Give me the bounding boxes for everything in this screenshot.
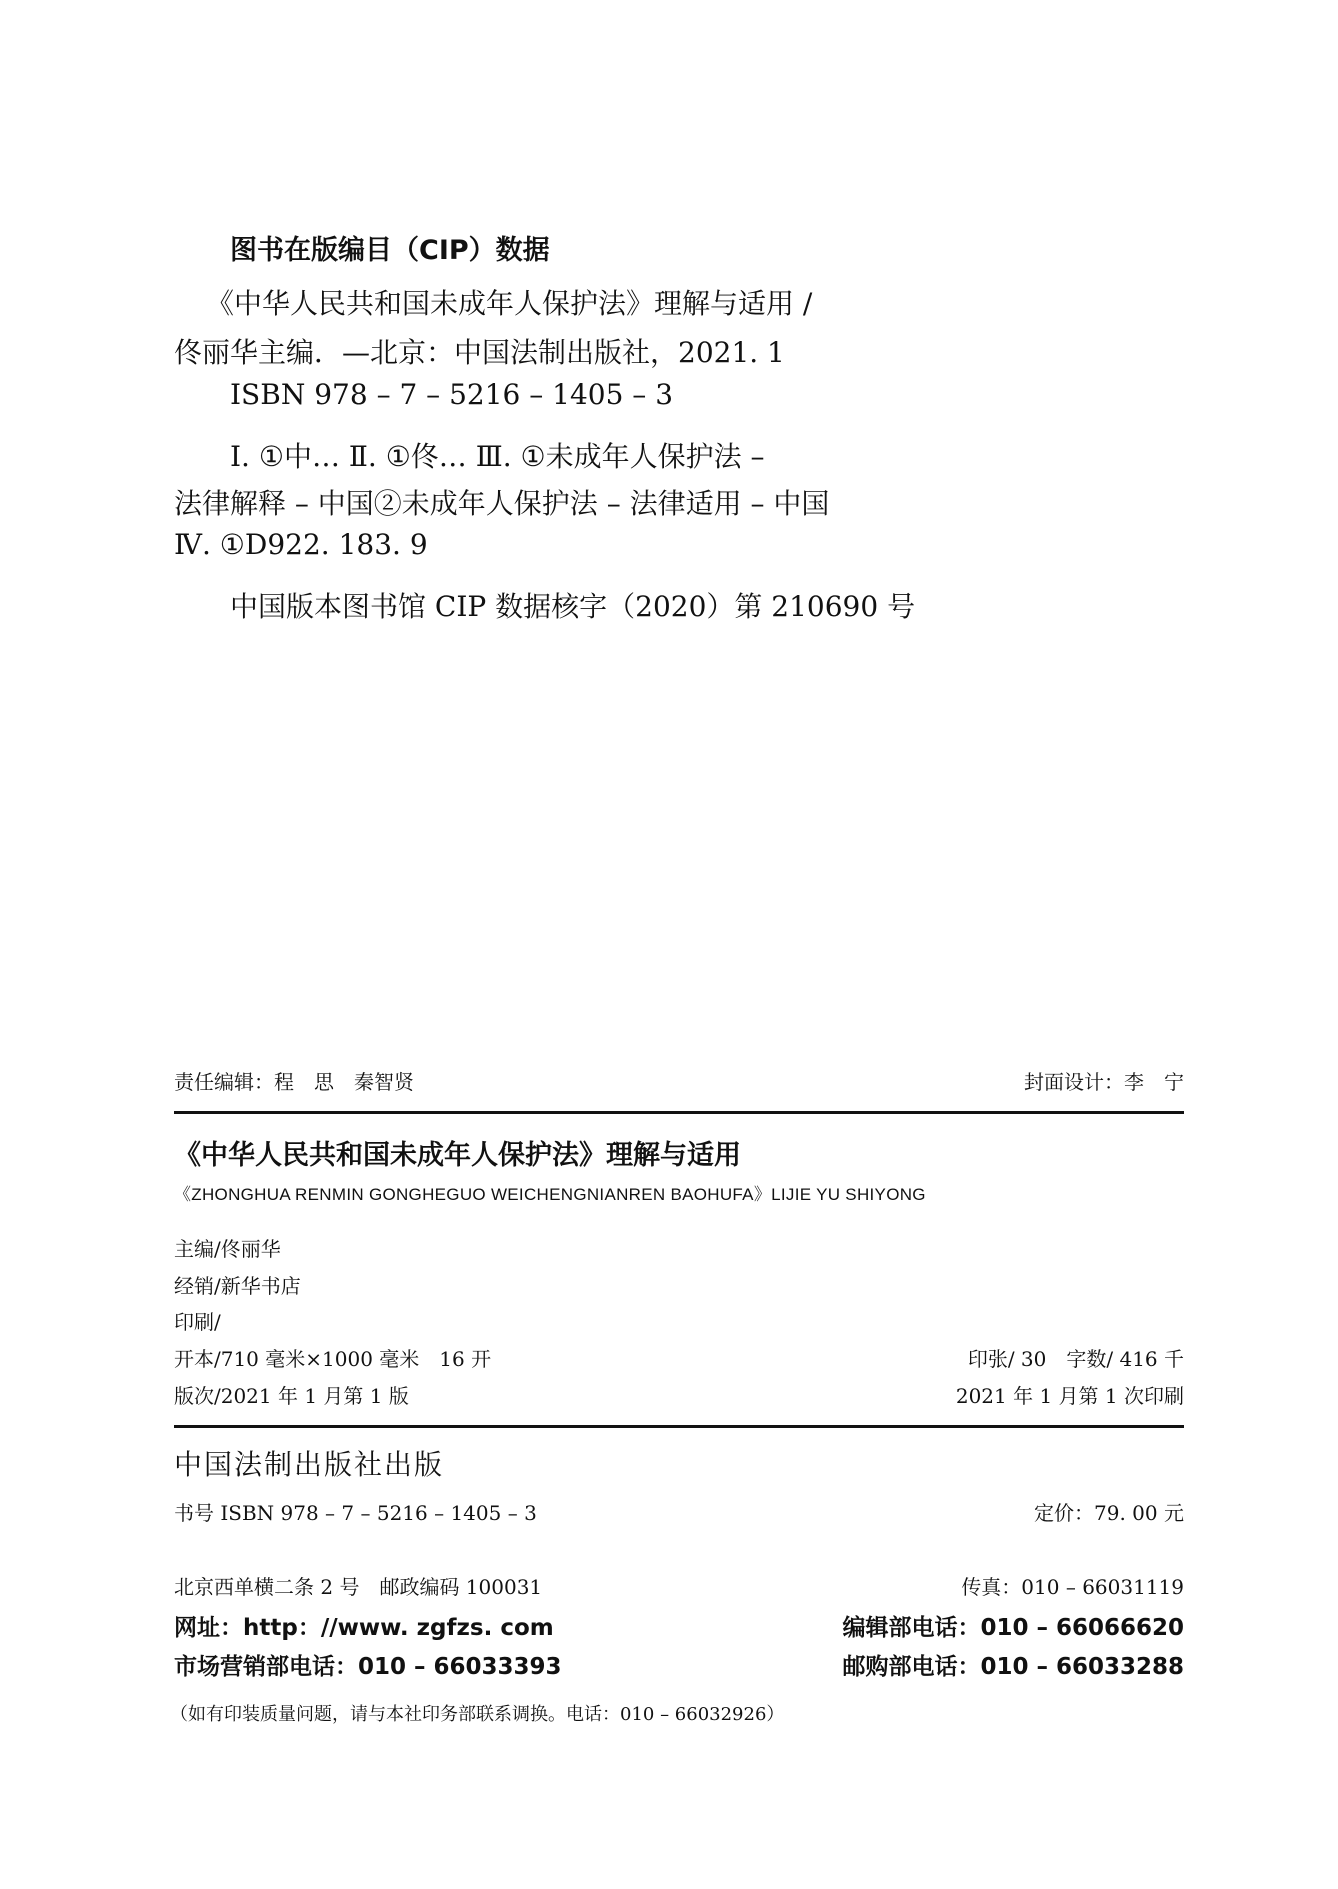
cip-title-line-1: 《中华人民共和国未成年人保护法》理解与适用 / (206, 287, 813, 320)
mail-order-phone: 邮购部电话：010 – 66033288 (842, 1654, 1184, 1680)
printing: 2021 年 1 月第 1 次印刷 (955, 1384, 1184, 1408)
price: 定价：79. 00 元 (1034, 1501, 1184, 1525)
cip-title-line-2: 佟丽华主编．—北京：中国法制出版社，2021. 1 (174, 336, 785, 369)
marketing-phone: 市场营销部电话：010 – 66033393 (174, 1654, 562, 1680)
book-number: 书号 ISBN 978 – 7 – 5216 – 1405 – 3 (174, 1501, 537, 1525)
publisher-name: 中国法制出版社出版 (174, 1448, 445, 1481)
quality-note: （如有印装质量问题，请与本社印务部联系调换。电话：010 – 66032926） (170, 1704, 785, 1725)
chief-editor: 主编/佟丽华 (174, 1237, 281, 1261)
fax-number: 传真：010 – 66031119 (961, 1575, 1184, 1599)
cip-subject-line-2: 法律解释 – 中国②未成年人保护法 – 法律适用 – 中国 (174, 487, 830, 520)
cip-subject-line-1: Ⅰ. ①中… Ⅱ. ①佟… Ⅲ. ①未成年人保护法 – (230, 440, 765, 473)
edition: 版次/2021 年 1 月第 1 版 (174, 1384, 409, 1408)
divider-bottom (174, 1425, 1184, 1428)
book-title: 《中华人民共和国未成年人保护法》理解与适用 (174, 1140, 741, 1171)
website: 网址：http：//www. zgfzs. com (174, 1615, 554, 1641)
editorial-phone: 编辑部电话：010 – 66066620 (842, 1615, 1184, 1641)
cip-record-number: 中国版本图书馆 CIP 数据核字（2020）第 210690 号 (230, 590, 916, 623)
publisher-address: 北京西单横二条 2 号 邮政编码 100031 (174, 1575, 543, 1599)
responsible-editor: 责任编辑：程 思 秦智贤 (174, 1070, 414, 1094)
cip-heading: 图书在版编目（CIP）数据 (230, 235, 550, 266)
printer: 印刷/ (174, 1310, 221, 1334)
cover-designer: 封面设计：李 宁 (1024, 1070, 1184, 1094)
distributor: 经销/新华书店 (174, 1274, 301, 1298)
sheets-and-word-count: 印张/ 30 字数/ 416 千 (967, 1347, 1184, 1371)
book-title-pinyin: 《ZHONGHUA RENMIN GONGHEGUO WEICHENGNIANREN BAOHUFA》LIJIE YU SHIYONG (174, 1185, 926, 1204)
divider-top (174, 1111, 1184, 1114)
cip-subject-line-3: Ⅳ. ①D922. 183. 9 (174, 528, 428, 561)
cip-isbn: ISBN 978 – 7 – 5216 – 1405 – 3 (230, 378, 674, 411)
book-format: 开本/710 毫米×1000 毫米 16 开 (174, 1347, 492, 1371)
